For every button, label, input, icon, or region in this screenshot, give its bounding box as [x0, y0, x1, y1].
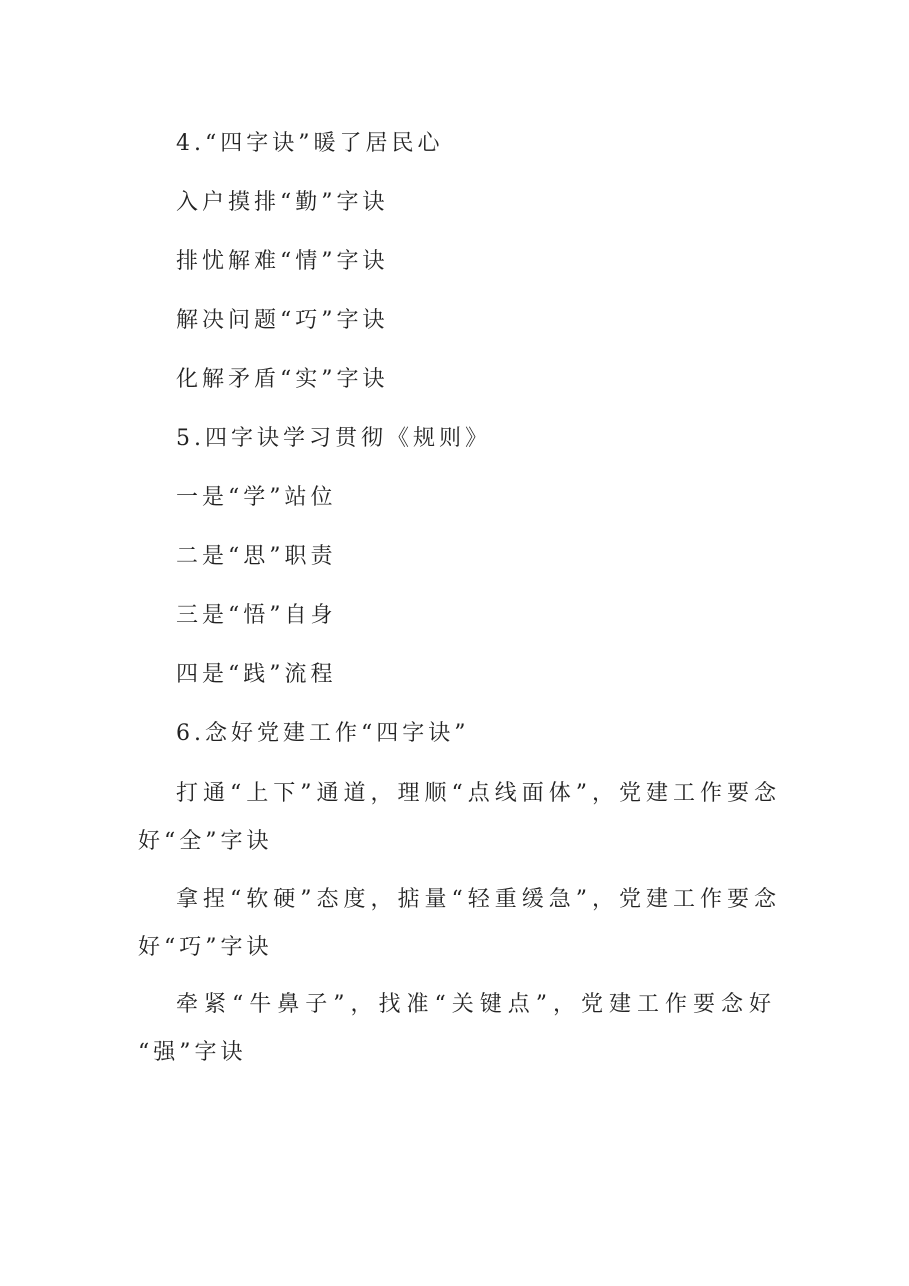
- text-line: 解决问题“巧”字诀: [176, 308, 389, 333]
- text-line: 四是“践”流程: [176, 662, 337, 687]
- paragraph-line: 好“全”字诀: [138, 829, 273, 854]
- section-heading-5: 5.四字诀学习贯彻《规则》: [176, 426, 491, 451]
- text-line: 一是“学”站位: [176, 485, 337, 510]
- paragraph-line: 好“巧”字诀: [138, 935, 273, 960]
- text-line: 排忧解难“情”字诀: [176, 249, 389, 274]
- paragraph-line: 牵紧“牛鼻子”，找准“关键点”，党建工作要念好: [176, 992, 777, 1017]
- text-line: 二是“思”职责: [176, 544, 337, 569]
- text-line: 化解矛盾“实”字诀: [176, 367, 389, 392]
- paragraph-line: 打通“上下”通道，理顺“点线面体”，党建工作要念: [176, 781, 781, 806]
- text-line: 入户摸排“勤”字诀: [176, 190, 389, 215]
- section-heading-4: 4.“四字诀”暖了居民心: [176, 131, 444, 156]
- paragraph-line: “强”字诀: [138, 1040, 247, 1065]
- paragraph-line: 拿捏“软硬”态度，掂量“轻重缓急”，党建工作要念: [176, 887, 781, 912]
- text-line: 三是“悟”自身: [176, 603, 337, 628]
- section-heading-6: 6.念好党建工作“四字诀”: [176, 721, 470, 746]
